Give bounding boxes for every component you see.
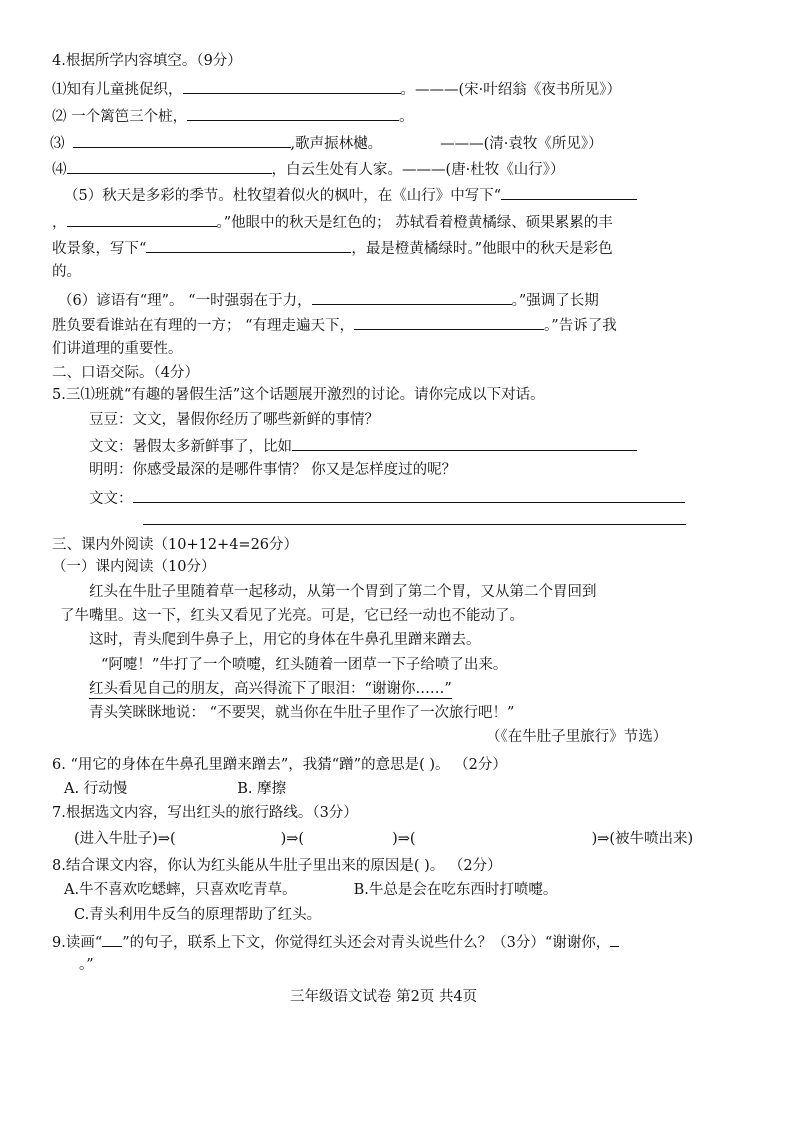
q4-item5-line4: 的。 [52, 264, 81, 280]
passage-p1-line2: 了牛嘴里。这一下，红头又看见了光亮。可是，它已经一动也不能动了。 [60, 608, 524, 624]
q4-item3: ⑶ ,歌声振林樾。 ———(清·袁牧《所见》） [50, 132, 603, 154]
q4-item6-blank2[interactable] [354, 314, 544, 330]
passage-p4 [89, 679, 452, 699]
q9-underline-sample [102, 931, 122, 947]
page-footer: 三年级语文试卷 第2页 共4页 [290, 989, 478, 1005]
q9-line2: 。” [79, 957, 94, 973]
q4-item5-blank1[interactable] [501, 184, 637, 200]
passage-p1-line1: 红头在牛肚子里随着草一起移动，从第一个胃到了第二个胃，又从第二个胃回到 [89, 584, 597, 600]
wenwen-answer-line[interactable] [143, 524, 686, 525]
q4-item6-blank1[interactable] [312, 289, 512, 305]
q4-item5-blank2[interactable] [67, 211, 217, 227]
q4-item5-line1: （5）秋天是多彩的季节。杜牧望着似火的枫叶，在《山行》中写下“ [64, 184, 637, 206]
q4-item5-line3: 收景象，写下“ ，最是橙黄橘绿时。”他眼中的秋天是彩色 [52, 237, 613, 259]
q4-item2: ⑵ 一个篱笆三个桩， 。 [52, 105, 414, 127]
q4-item5-blank3[interactable] [146, 237, 351, 253]
q8-stem: 8.结合课文内容，你认为红头能从牛肚子里出来的原因是( )。 （2分） [52, 858, 502, 874]
q6-option-a[interactable]: A. 行动慢 [64, 781, 128, 797]
q4-item4-blank[interactable] [67, 158, 272, 174]
dialogue-mingming: 明明：你感受最深的是哪件事情？ 你又是怎样度过的呢？ [89, 462, 457, 478]
section3-sub-heading: （一）课内阅读（10分） [52, 559, 216, 575]
passage-p5: 青头笑眯眯地说： “不要哭，就当你在牛肚子里作了一次旅行吧！” [89, 705, 515, 721]
q5-stem: 5.三⑴班就“有趣的暑假生活”这个话题展开激烈的讨论。请你完成以下对话。 [52, 387, 545, 403]
q9-line1: 9.读画“ ”的句子，联系上下文，你觉得红头还会对青头说些什么？（3分）“谢谢你， [52, 931, 619, 953]
dialogue-doudou: 豆豆：文文，暑假你经历了哪些新鲜的事情？ [89, 412, 379, 428]
q8-option-a[interactable]: A.牛不喜欢吃蟋蟀，只喜欢吃青草。 [64, 882, 297, 898]
q8-option-b[interactable]: B.牛总是会在吃东西时打喷嚏。 [353, 882, 558, 898]
dialogue-wenwen-2: 文文： [89, 487, 685, 509]
q6-options [64, 779, 286, 799]
q8-options-row1 [64, 880, 557, 900]
underlined-sentence: 红头看见自己的朋友，高兴得流下了眼泪：“谢谢你……” [89, 681, 452, 697]
passage-p3: “阿嚏！”牛打了一个喷嚏，红头随着一团草一下子给喷了出来。 [101, 657, 508, 673]
q4-heading: 4.根据所学内容填空。（9分） [52, 53, 242, 69]
q8-option-c[interactable]: C.青头利用牛反刍的原理帮助了红头。 [74, 907, 322, 923]
q4-item1-blank[interactable] [183, 78, 401, 94]
q4-item6-line1: （6）谚语有“理”。 “一时强弱在于力， 。”强调了长期 [58, 289, 599, 311]
section2-heading: 二、口语交际。（4分） [52, 365, 199, 381]
q4-item6-line3: 们讲道理的重要性。 [52, 341, 183, 357]
q6-option-b[interactable]: B. 摩擦 [237, 781, 287, 797]
q6-stem: 6. “用它的身体在牛鼻孔里蹭来蹭去”，我猜“蹭”的意思是( )。 （2分） [52, 757, 507, 773]
section3-heading: 三、课内外阅读（10+12+4=26分） [52, 537, 299, 553]
q7-stem: 7.根据选文内容，写出红头的旅行路线。（3分） [52, 805, 358, 821]
q9-blank-start[interactable] [610, 931, 619, 947]
q4-item3-blank[interactable] [73, 132, 291, 148]
q7-route: (进入牛肚子)⇒( )⇒( )⇒( )⇒(被牛喷出来) [74, 831, 694, 847]
q4-item2-blank[interactable] [187, 105, 399, 121]
passage-source: （《在牛肚子里旅行》节选） [486, 729, 668, 745]
passage-p2: 这时，青头爬到牛鼻子上，用它的身体在牛鼻孔里蹭来蹭去。 [89, 632, 481, 648]
q4-item1: ⑴知有儿童挑促织， 。———(宋·叶绍翁《夜书所见》） [52, 78, 621, 100]
q4-item6-line2: 胜负要看谁站在有理的一方； “有理走遍天下， 。”告诉了我 [52, 314, 617, 336]
wenwen-answer-blank1[interactable] [292, 435, 637, 451]
q4-item5-line2: ， 。”他眼中的秋天是红色的； 苏轼看着橙黄橘绿、硕果累累的丰 [52, 211, 613, 233]
q4-item4: ⑷ ，白云生处有人家。———(唐·杜牧《山行》） [52, 158, 565, 180]
wenwen-answer-blank2[interactable] [133, 487, 685, 503]
dialogue-wenwen-1: 文文：暑假太多新鲜事了，比如 [89, 435, 637, 457]
